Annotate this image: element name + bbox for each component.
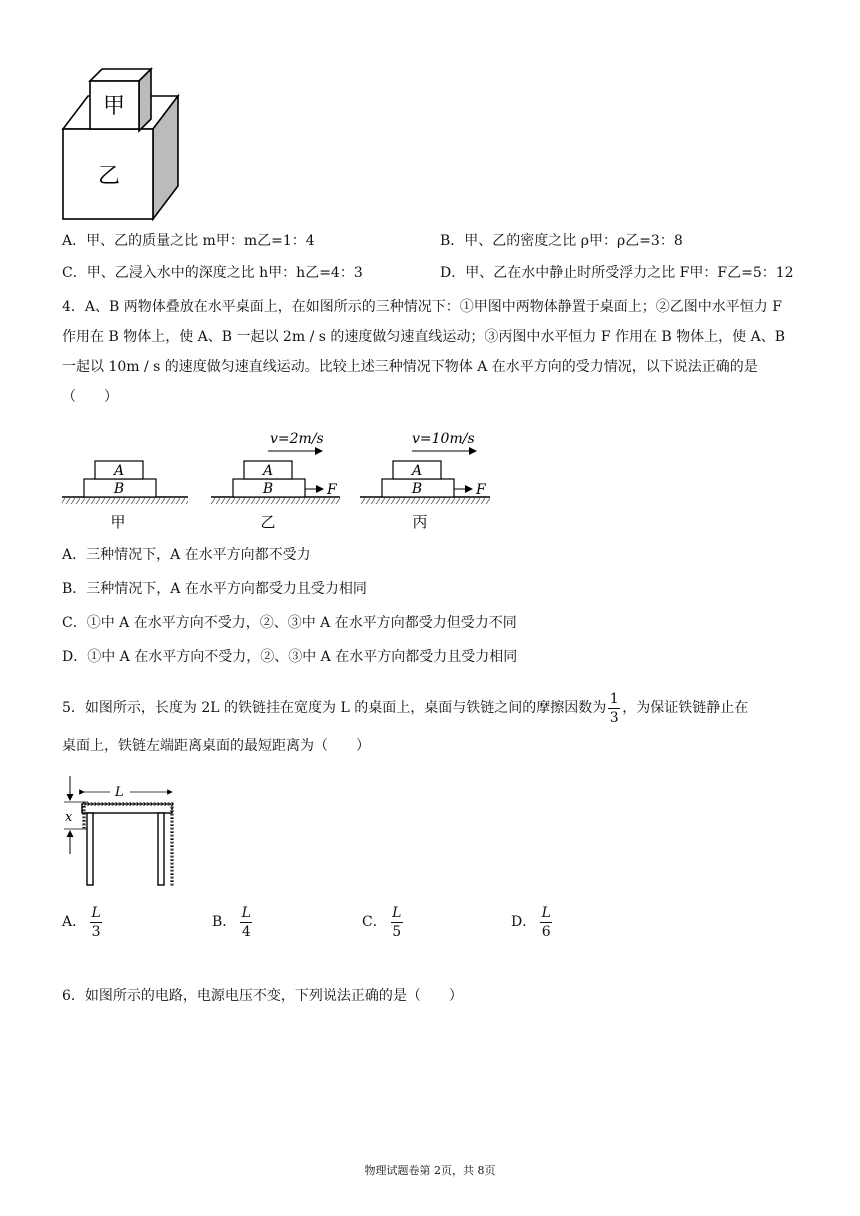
q5-option-d [511,900,552,944]
case2-caption: 乙 [260,513,276,531]
q4-option-b: B．三种情况下，A 在水平方向都受力且受力相同 [62,581,367,597]
q3-option-a: A．甲、乙的质量之比 m甲：m乙=1：4 [62,233,315,249]
q5-stem-part1: 5．如图所示，长度为 2L 的铁链挂在宽度为 L 的桌面上，桌面与铁链之间的摩擦因数为 [62,700,607,716]
q5-option-c-label: C． [362,914,387,930]
case3-block-a-label: A [411,463,423,479]
denominator: 3 [91,923,101,940]
q4-option-a: A．三种情况下，A 在水平方向都不受力 [62,547,311,563]
q3-option-d: D．甲、乙在水中静止时所受浮力之比 F甲：F乙=5：12 [440,265,794,281]
q5-option-c [362,900,403,944]
page-footer: 物理试题卷第 2页，共 8页 [364,1164,496,1177]
q5-option-a-label: A． [62,914,87,930]
q5-stem-part2: ，为保证铁链静止在 [622,700,749,716]
q5-option-b-value [240,904,252,941]
numerator: L [392,904,402,921]
case3-block-b-label: B [411,481,423,497]
case3-velocity-label: v=10m/s [412,431,475,447]
q6-stem: 6．如图所示的电路，电源电压不变，下列说法正确的是（ ） [62,988,463,1004]
case2-block-a-label: A [262,463,274,479]
friction-coefficient [608,690,620,727]
block-jia-label: 甲 [102,94,126,119]
drop-x-label: x [65,810,73,825]
q5-option-a [62,900,102,944]
numerator: L [241,904,251,921]
coefficient-numerator: 1 [609,690,619,707]
case1-block-a-label: A [113,463,125,479]
denominator: 6 [541,923,551,940]
q4-stem: 4．A、B 两物体叠放在水平桌面上，在如图所示的三种情况下：①甲图中两物体静置于桌面上；②乙图中水平恒力 F 作用在 B 物体上，使 A、B 一起以 2m / s 的速度做匀速直线运动；③丙图中水平恒力 F 作用在 B 物体上，使 A、B 一起以 10m / s 的速度做匀速直线运动。比较上述三种情况下物体 A 在水平方向的受力情况，以下说法正确的是（ ） [62,299,786,405]
q5-option-c-value [391,904,403,941]
case2-velocity-label: v=2m/s [270,431,324,447]
coefficient-denominator: 3 [609,709,619,726]
q4-option-d: D．①中 A 在水平方向不受力，②、③中 A 在水平方向都受力且受力相同 [62,649,518,665]
case1-caption: 甲 [110,513,126,531]
case2-force-label: F [327,482,337,498]
case1-block-b-label: B [113,481,125,497]
q3-option-b: B．甲、乙的密度之比 ρ甲：ρ乙=3：8 [440,233,683,249]
case3-force-label: F [476,482,486,498]
q5-option-d-value [540,904,552,941]
case3-caption: 丙 [412,513,428,531]
q5-option-d-label: D． [511,914,537,930]
q5-option-a-value [90,904,102,941]
q4-three-cases-figure [60,426,505,534]
table-width-L-label: L [115,785,124,800]
denominator: 4 [241,923,251,940]
q5-option-b [212,900,252,944]
q5-stem-line1 [62,686,748,730]
chain-on-table-figure [60,774,185,890]
stacked-cubes-figure [60,66,184,222]
q3-option-c: C．甲、乙浸入水中的深度之比 h甲：h乙=4：3 [62,265,363,281]
denominator: 5 [392,923,402,940]
block-yi-label: 乙 [97,164,121,189]
q5-option-b-label: B． [212,914,237,930]
q4-option-c: C．①中 A 在水平方向不受力，②、③中 A 在水平方向都受力但受力不同 [62,615,517,631]
numerator: L [91,904,101,921]
q5-stem-line2: 桌面上，铁链左端距离桌面的最短距离为（ ） [62,738,370,754]
numerator: L [541,904,551,921]
case2-block-b-label: B [262,481,274,497]
